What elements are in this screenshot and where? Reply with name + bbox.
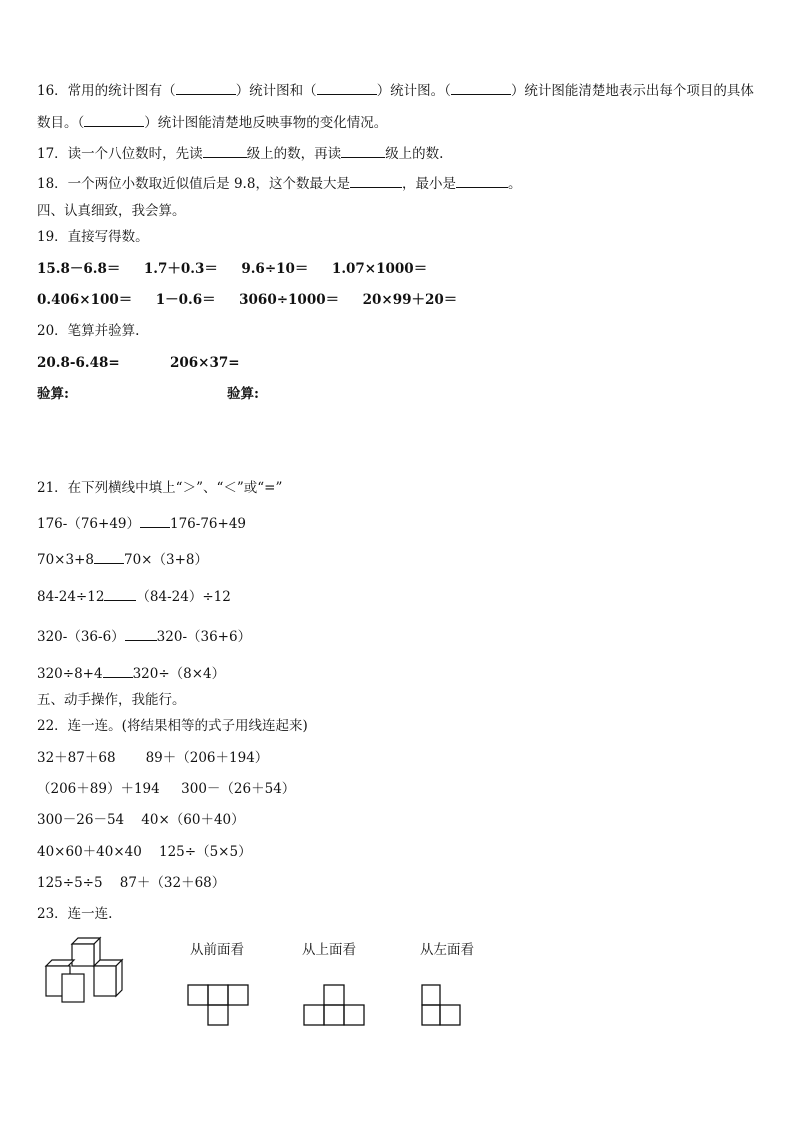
question-23-title: 23．连一连.	[37, 906, 113, 922]
match-row: （206＋89）＋194 300－（26＋54）	[37, 781, 296, 797]
compare-row	[37, 628, 251, 646]
question-20-title: 20．笔算并验算.	[37, 323, 140, 339]
q17-text: 级上的数.	[385, 146, 444, 162]
q17-text: 级上的数，再读	[246, 146, 342, 162]
question-20-expr-1: 20.8-6.48=	[37, 355, 120, 371]
question-16-line-2	[37, 114, 387, 132]
answer-blank[interactable]	[350, 175, 402, 188]
answer-blank[interactable]	[317, 82, 377, 95]
compare-right: 320-（36+6）	[156, 629, 252, 645]
answer-blank[interactable]	[451, 82, 511, 95]
answer-blank[interactable]	[84, 114, 144, 127]
compare-blank[interactable]	[104, 588, 136, 601]
match-row: 300－26－54 40×（60＋40）	[37, 812, 245, 828]
question-20-check-1: 验算:	[37, 386, 69, 402]
question-18	[37, 175, 521, 193]
compare-row	[37, 665, 225, 683]
compare-row	[37, 588, 231, 606]
question-19-row-2: 0.406×100＝ 1－0.6＝ 3060÷1000＝ 20×99＋20＝	[37, 292, 458, 308]
compare-blank[interactable]	[125, 628, 157, 641]
q16-text: 数目。（	[37, 115, 85, 131]
top-view-figure[interactable]	[302, 983, 368, 1027]
cube-stack-figure	[40, 936, 130, 1006]
compare-blank[interactable]	[103, 665, 133, 678]
compare-right: （84-24）÷12	[136, 589, 231, 605]
q16-text: ）统计图。（	[376, 83, 451, 99]
q16-text: ）统计图能清楚地反映事物的变化情况。	[144, 115, 388, 131]
compare-blank[interactable]	[94, 551, 124, 564]
compare-right: 176-76+49	[170, 516, 246, 532]
section-4-heading: 四、认真细致，我会算。	[37, 203, 186, 219]
q16-text: 16．常用的统计图有（	[37, 83, 176, 99]
question-19-title: 19．直接写得数。	[37, 229, 149, 245]
compare-blank[interactable]	[140, 515, 170, 528]
front-view-figure[interactable]	[186, 983, 252, 1027]
match-row: 40×60＋40×40 125÷（5×5）	[37, 844, 252, 860]
match-row: 32＋87＋68 89＋（206＋194）	[37, 750, 269, 766]
question-20-check-2: 验算:	[227, 386, 259, 402]
question-16-line-1	[37, 82, 754, 100]
q17-text: 17．读一个八位数时，先读	[37, 146, 203, 162]
answer-blank[interactable]	[176, 82, 236, 95]
left-view-figure[interactable]	[418, 983, 466, 1027]
compare-right: 320÷（8×4）	[132, 666, 226, 682]
compare-left: 320-（36-6）	[37, 629, 125, 645]
compare-left: 70×3+8	[37, 552, 94, 568]
label-left-view: 从左面看	[420, 942, 474, 958]
compare-left: 320÷8+4	[37, 666, 103, 682]
label-top-view: 从上面看	[302, 942, 356, 958]
question-17	[37, 145, 443, 163]
q16-text: ）统计图能清楚地表示出每个项目的具体	[510, 83, 754, 99]
q18-text: 18．一个两位小数取近似值后是 9.8，这个数最大是	[37, 176, 350, 192]
answer-blank[interactable]	[341, 145, 385, 158]
question-20-expr-2: 206×37=	[170, 355, 240, 371]
compare-left: 176-（76+49）	[37, 516, 140, 532]
compare-right: 70×（3+8）	[123, 552, 208, 568]
q18-text: 。	[507, 176, 522, 192]
section-5-heading: 五、动手操作，我能行。	[37, 692, 186, 708]
question-21-title: 21．在下列横线中填上“＞”、“＜”或“=”	[37, 480, 283, 496]
match-row: 125÷5÷5 87＋（32＋68）	[37, 875, 226, 891]
question-22-title: 22．连一连。(将结果相等的式子用线连起来)	[37, 718, 308, 734]
compare-row	[37, 551, 208, 569]
question-19-row-1: 15.8－6.8＝ 1.7＋0.3＝ 9.6÷10＝ 1.07×1000＝	[37, 261, 428, 277]
compare-left: 84-24÷12	[37, 589, 105, 605]
q18-text: ，最小是	[401, 176, 456, 192]
q16-text: ）统计图和（	[235, 83, 317, 99]
compare-row	[37, 515, 246, 533]
answer-blank[interactable]	[456, 175, 508, 188]
label-front-view: 从前面看	[190, 942, 244, 958]
answer-blank[interactable]	[203, 145, 247, 158]
